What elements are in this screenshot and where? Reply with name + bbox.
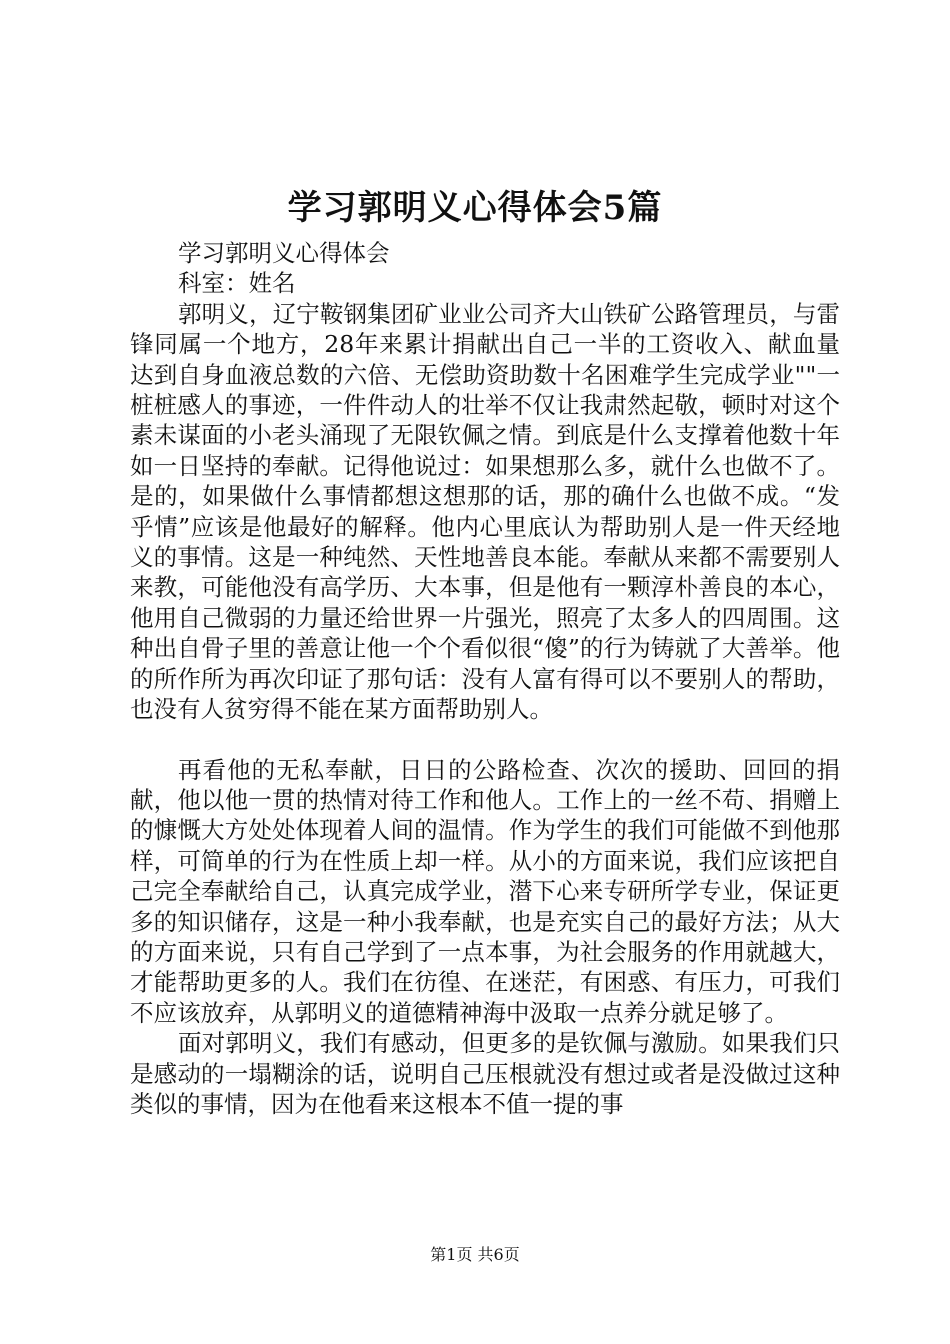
page-footer: 第1页 共6页 xyxy=(430,1245,520,1264)
paragraph-spacer xyxy=(130,725,840,755)
document-body xyxy=(130,238,840,1119)
document-title: 学习郭明义心得体会5篇 xyxy=(287,188,663,228)
department-line: 科室：姓名 xyxy=(178,269,296,298)
paragraph-1: 郭明义，辽宁鞍钢集团矿业业公司齐大山铁矿公路管理员，与雷锋同属一个地方，28年来累计捐献出自己一半的工资收入、献血量达到自身血液总数的六倍、无偿助资助数十名困难学生完成学业""一桩桩感人的事迹，一件件动人的壮举不仅让我肃然起敬，顿时对这个素未谋面的小老头涌现了无限钦佩之情。到底是什么支撑着他数十年如一日坚持的奉献。记得他说过：如果想那么多，就什么也做不了。是的，如果做什么事情都想这想那的话，那的确什么也做不成。“发乎情”应该是他最好的解释。他内心里底认为帮助别人是一件天经地义的事情。这是一种纯然、天性地善良本能。奉献从来都不需要别人来教，可能他没有高学历、大本事，但是他有一颗淳朴善良的本心，他用自己微弱的力量还给世界一片强光，照亮了太多人的四周围。这种出自骨子里的善意让他一个个看似很“傻”的行为铸就了大善举。他的所作所为再次印证了那句话：没有人富有得可以不要别人的帮助，也没有人贫穷得不能在某方面帮助别人。 xyxy=(130,299,840,724)
subtitle: 学习郭明义心得体会 xyxy=(178,239,390,267)
paragraph-3: 面对郭明义，我们有感动，但更多的是钦佩与激励。如果我们只是感动的一塌糊涂的话，说明自己压根就没有想过或者是没做过这种类似的事情，因为在他看来这根本不值一提的事 xyxy=(130,1029,840,1118)
paragraph-2: 再看他的无私奉献，日日的公路检查、次次的援助、回回的捐献，他以他一贯的热情对待工作和他人。工作上的一丝不苟、捐赠上的慷慨大方处处体现着人间的温情。作为学生的我们可能做不到他那样，可简单的行为在性质上却一样。从小的方面来说，我们应该把自己完全奉献给自己，认真完成学业，潜下心来专研所学专业，保证更多的知识储存，这是一种小我奉献，也是充实自己的最好方法；从大的方面来说，只有自己学到了一点本事，为社会服务的作用就越大，才能帮助更多的人。我们在彷徨、在迷茫，有困惑、有压力，可我们不应该放弃，从郭明义的道德精神海中汲取一点养分就足够了。 xyxy=(130,755,840,1027)
